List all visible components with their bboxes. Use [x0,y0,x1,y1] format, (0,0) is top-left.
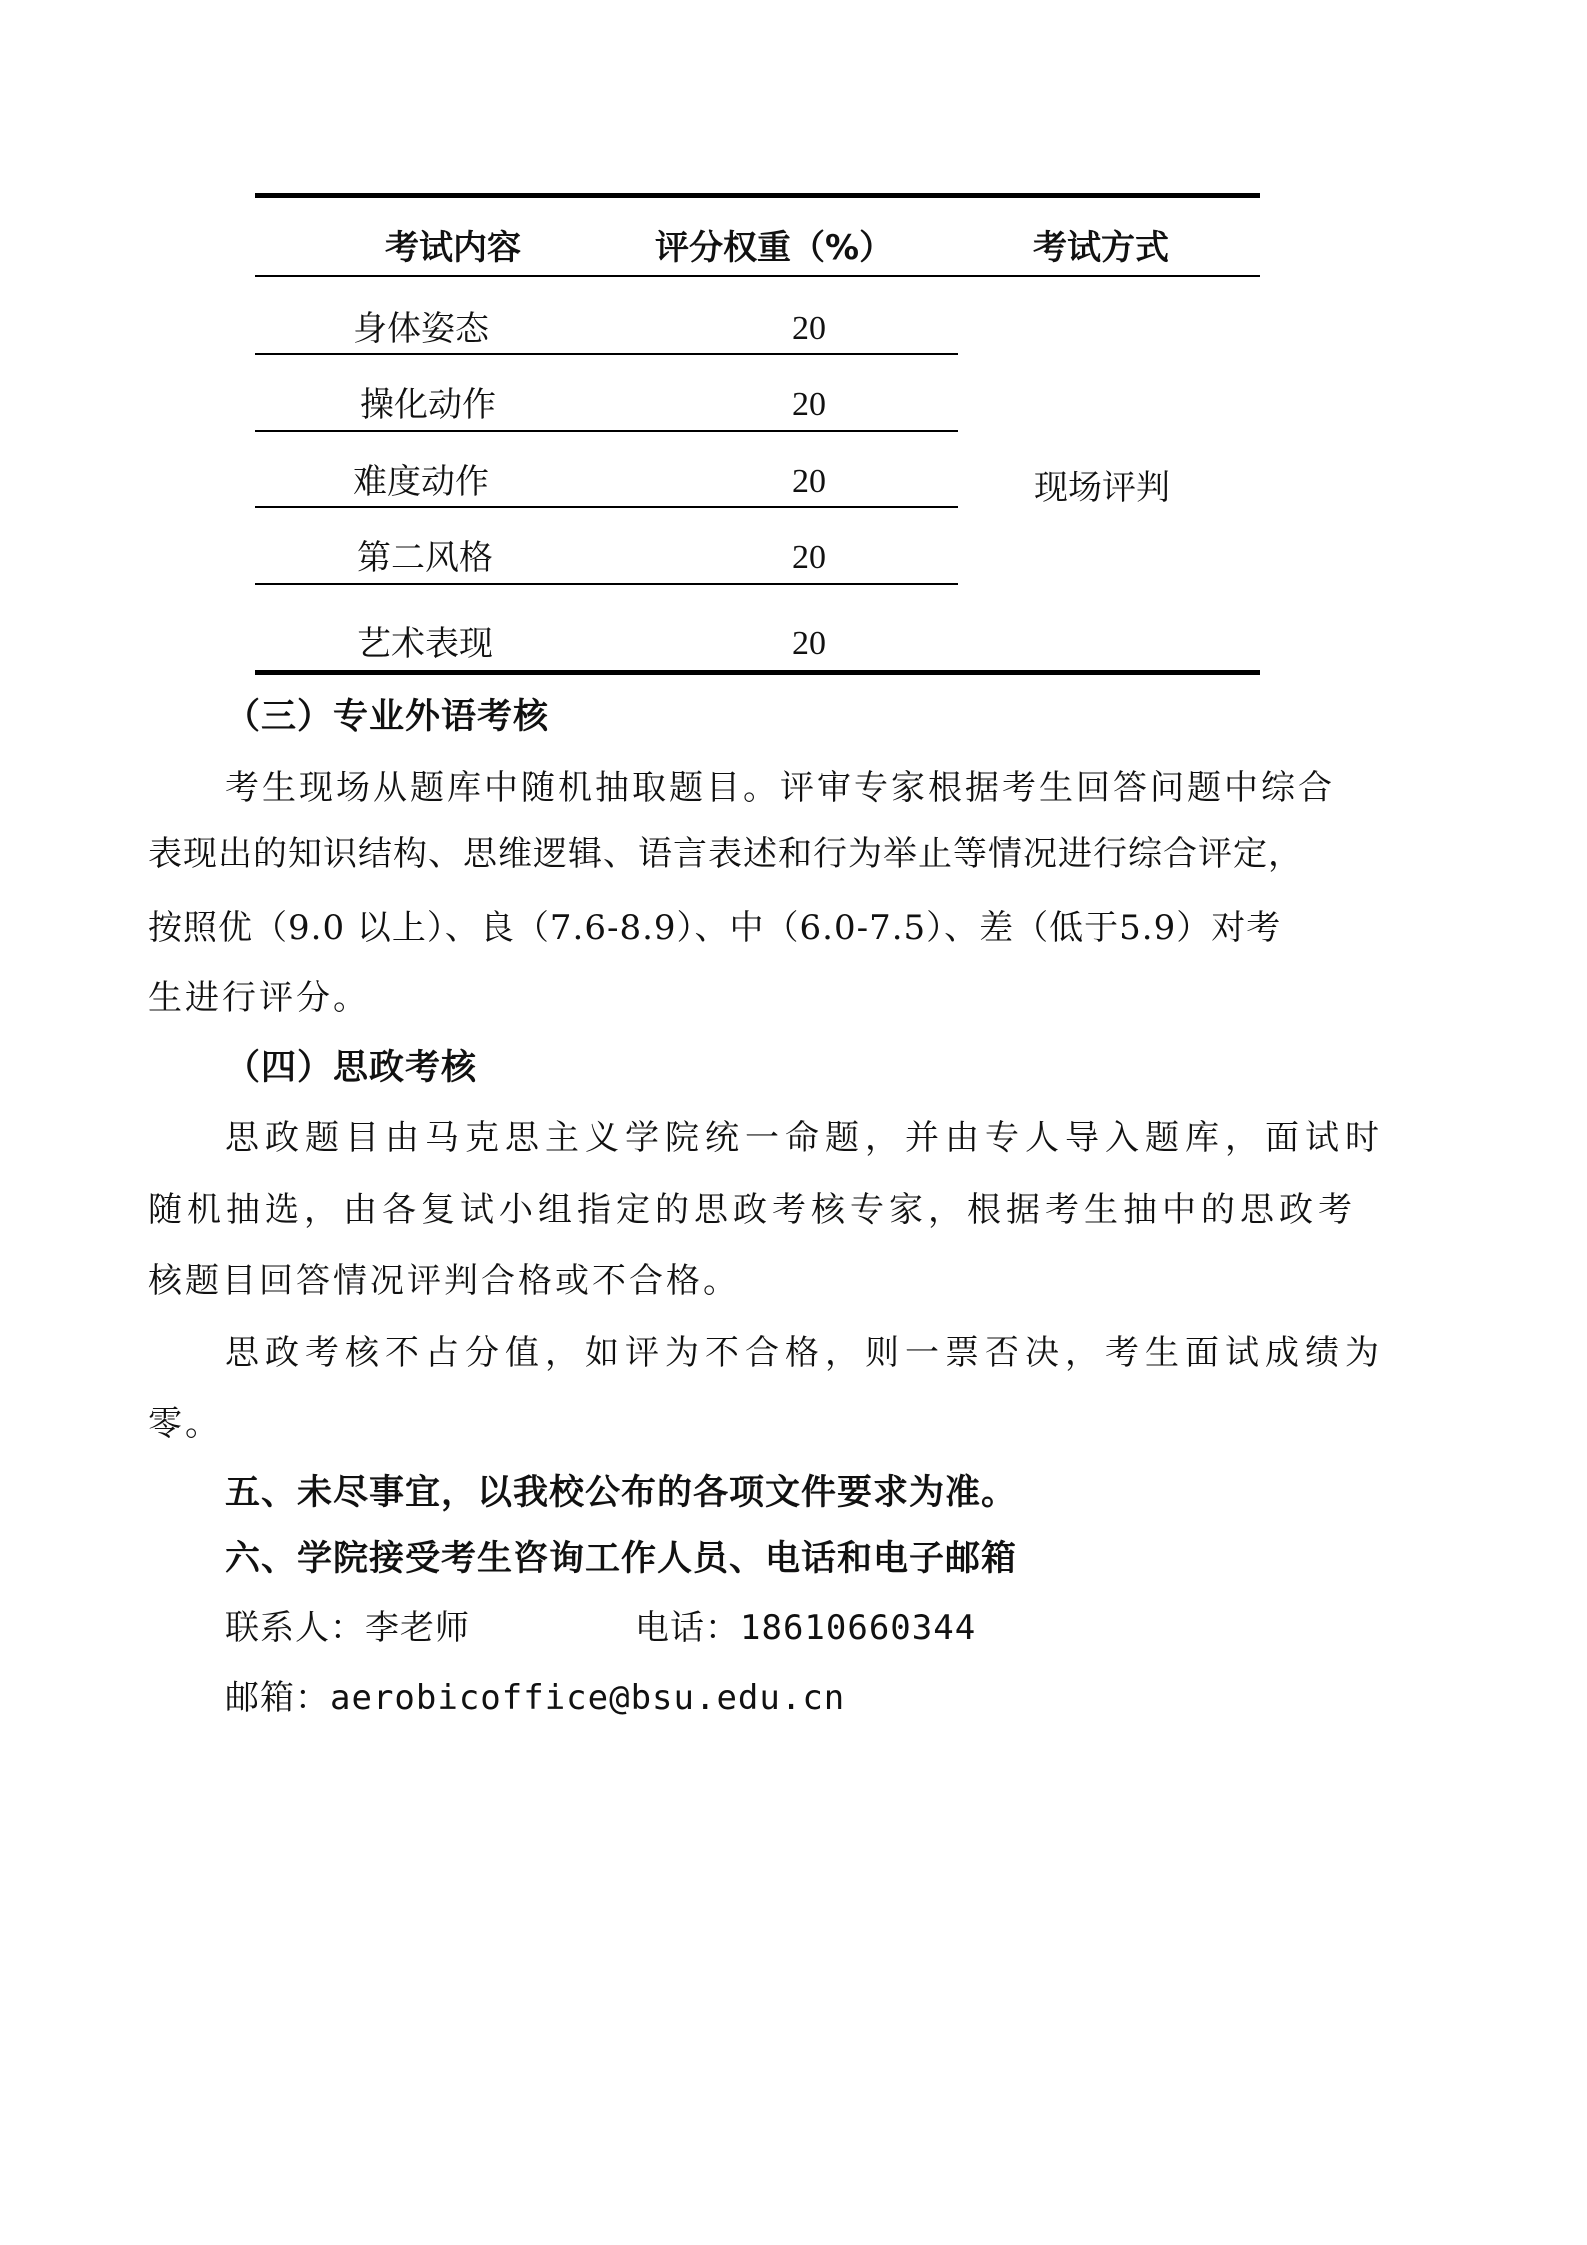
contact-phone-label: 电话： [635,1608,740,1648]
scoring-table [255,193,1260,675]
row-rule [255,506,958,508]
table-bottom-rule [255,670,1260,675]
item5-heading: 五、未尽事宜，以我校公布的各项文件要求为准。 [225,1473,1018,1513]
header-weight: 评分权重（%） [655,228,894,268]
section4-heading: （四）思政考核 [225,1048,478,1088]
row-weight: 20 [792,386,826,423]
contact-person: 李老师 [365,1608,470,1648]
row-content: 难度动作 [353,462,489,502]
contact-phone: 18610660344 [740,1608,977,1648]
row-weight: 20 [792,625,826,662]
section4-line: 核题目回答情况评判合格或不合格。 [148,1261,740,1301]
contact-person-label: 联系人： [225,1608,365,1648]
row-weight: 20 [792,310,826,347]
contact-email: aerobicoffice@bsu.edu.cn [330,1678,846,1718]
row-content: 第二风格 [357,538,493,578]
section3-line: 生进行评分。 [148,978,370,1018]
section3-line: 表现出的知识结构、思维逻辑、语言表述和行为举止等情况进行综合评定， [148,834,1303,874]
section4-line: 思政考核不占分值，如评为不合格，则一票否决，考生面试成绩为 [225,1333,1385,1373]
row-content: 艺术表现 [357,624,493,664]
row-rule [255,583,958,585]
row-content: 操化动作 [360,385,496,425]
method-value: 现场评判 [1034,468,1170,508]
header-method: 考试方式 [1033,228,1169,268]
contact-email-label: 邮箱： [225,1678,330,1718]
section3-heading: （三）专业外语考核 [225,697,550,737]
section4-line: 零。 [148,1404,222,1444]
table-top-rule [255,193,1260,198]
contact-phone-line [635,1608,1587,1648]
row-weight: 20 [792,539,826,576]
row-rule [255,430,958,432]
section4-line: 随机抽选，由各复试小组指定的思政考核专家，根据考生抽中的思政考 [148,1190,1357,1230]
header-content: 考试内容 [385,228,521,268]
section4-line: 思政题目由马克思主义学院统一命题，并由专人导入题库，面试时 [225,1118,1385,1158]
contact-email-line [225,1678,1525,1718]
row-content: 身体姿态 [353,309,489,349]
table-header-rule [255,275,1260,277]
section3-line: 考生现场从题库中随机抽取题目。评审专家根据考生回答问题中综合 [225,768,1335,808]
section3-line: 按照优（9.0 以上）、良（7.6-8.9）、中（6.0-7.5）、差（低于5.9）对考 [148,908,1282,948]
item6-heading: 六、学院接受考生咨询工作人员、电话和电子邮箱 [225,1539,1018,1579]
row-weight: 20 [792,463,826,500]
row-rule [255,353,958,355]
